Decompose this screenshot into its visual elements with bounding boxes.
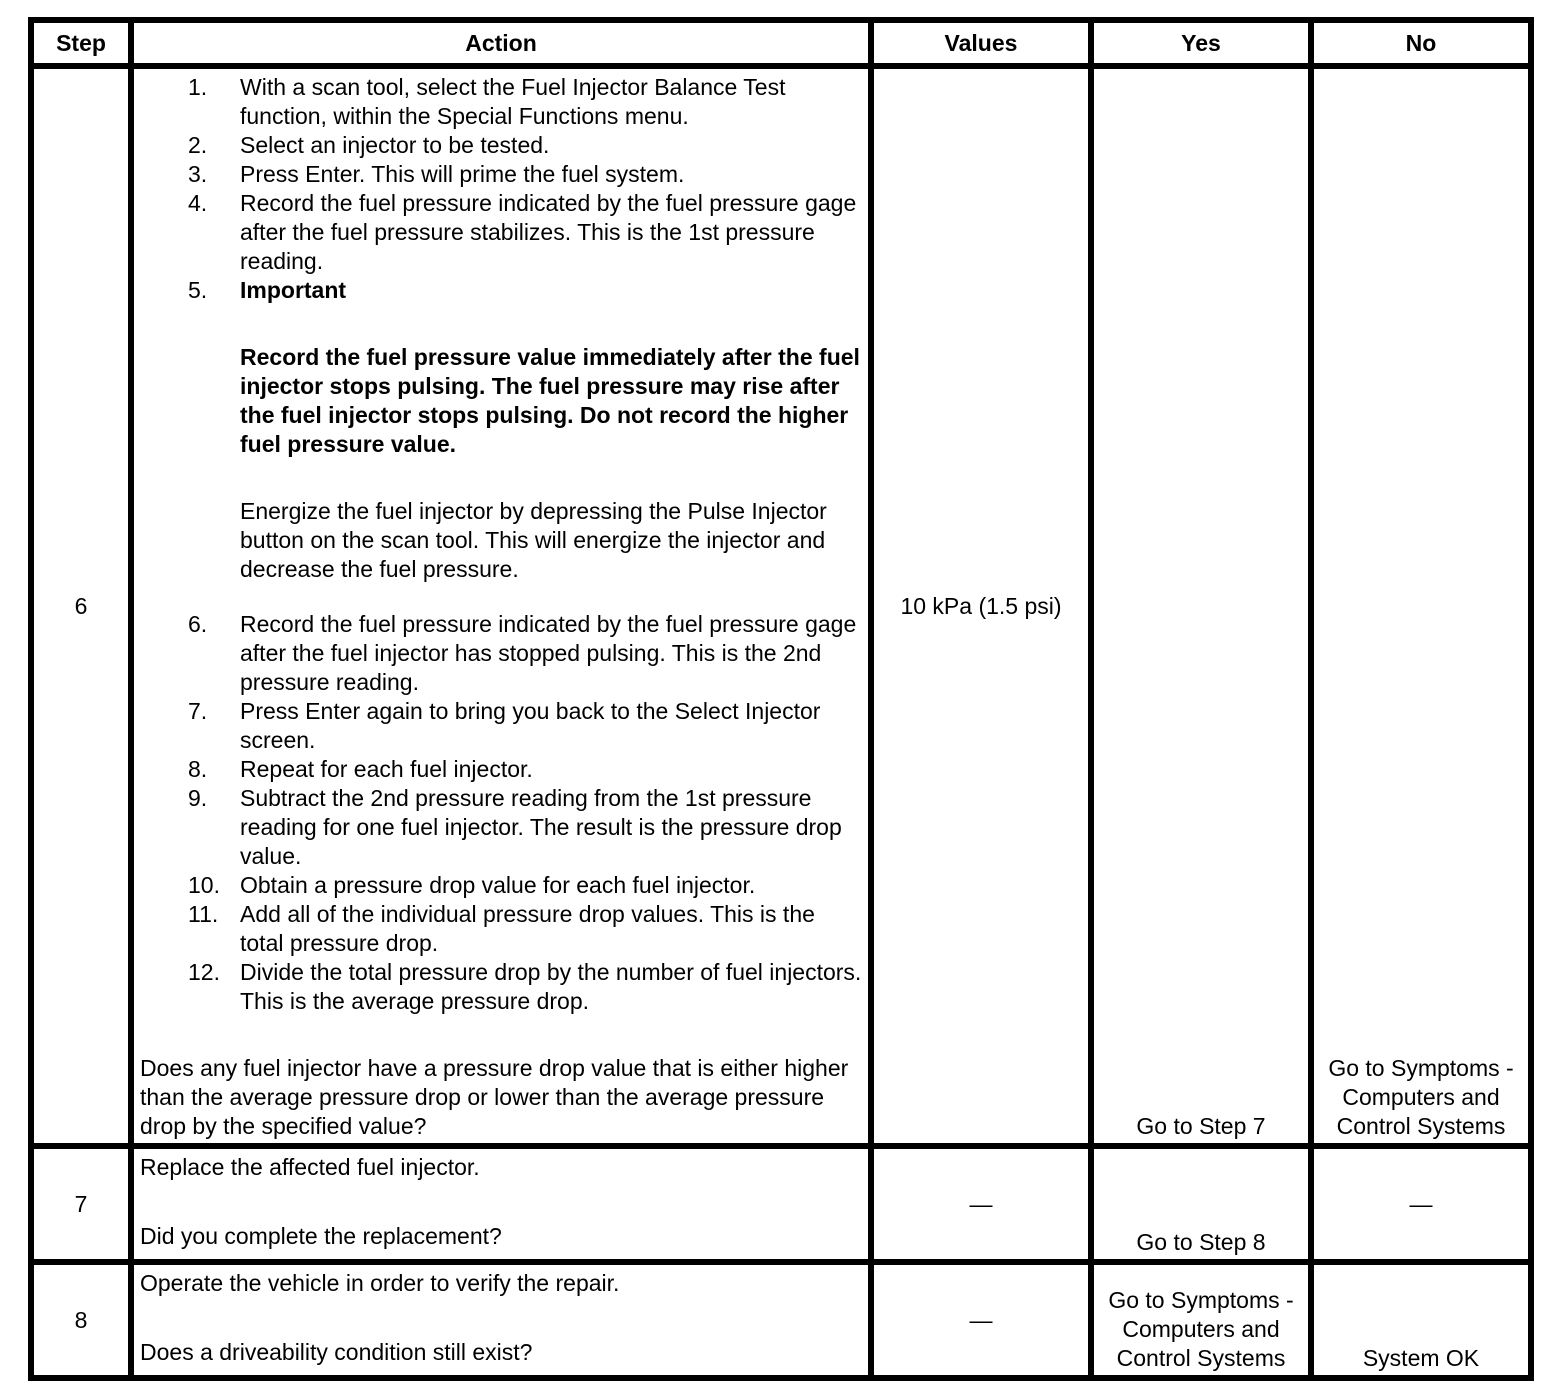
action-cell bbox=[131, 1146, 871, 1262]
diagnostic-procedure-table bbox=[28, 17, 1534, 1381]
values-cell: — bbox=[871, 1262, 1091, 1378]
table-row-step-8 bbox=[31, 1262, 1531, 1378]
step-number: 6 bbox=[31, 66, 131, 1146]
header-no: No bbox=[1311, 20, 1531, 66]
yes-cell: Go to Symptoms - Computers and Control Systems bbox=[1091, 1262, 1311, 1378]
list-item-text: Add all of the individual pressure drop values. This is the total pressure drop. bbox=[240, 901, 815, 956]
action-steps-list bbox=[140, 73, 864, 1016]
action-cell bbox=[131, 66, 871, 1146]
action-text: Replace the affected fuel injector. bbox=[140, 1154, 480, 1180]
values-cell: — bbox=[871, 1146, 1091, 1262]
action-text: Operate the vehicle in order to verify the repair. bbox=[140, 1270, 620, 1296]
list-item bbox=[140, 73, 864, 131]
list-item-text: Energize the fuel injector by depressing the Pulse Injector button on the scan tool. This will energize the injector and decrease the fuel pressure. bbox=[240, 498, 827, 582]
list-item-number: 10. bbox=[188, 872, 220, 898]
list-item-number: 11. bbox=[188, 901, 219, 927]
list-item-text: Obtain a pressure drop value for each fuel injector. bbox=[240, 872, 756, 898]
yes-cell: Go to Step 7 bbox=[1091, 66, 1311, 1146]
list-item-number: 9. bbox=[188, 785, 208, 811]
list-item bbox=[140, 958, 864, 1016]
list-item-number: 2. bbox=[188, 132, 208, 158]
table-row-step-7 bbox=[31, 1146, 1531, 1262]
list-item bbox=[140, 160, 864, 189]
no-cell: Go to Symptoms - Computers and Control Systems bbox=[1311, 66, 1531, 1146]
no-cell: — bbox=[1311, 1146, 1531, 1262]
list-item bbox=[140, 755, 864, 784]
list-item bbox=[140, 610, 864, 697]
header-row bbox=[31, 20, 1531, 66]
list-item-number: 1. bbox=[188, 74, 208, 100]
step-question: Did you complete the replacement? bbox=[140, 1223, 502, 1249]
step-number: 8 bbox=[31, 1262, 131, 1378]
step-question: Does any fuel injector have a pressure drop value that is either higher than the average pressure drop or lower than the average pressure drop by the specified value? bbox=[140, 1055, 849, 1139]
list-item-text: Record the fuel pressure indicated by the fuel pressure gage after the fuel injector has stopped pulsing. This is the 2nd pressure reading. bbox=[240, 611, 857, 695]
list-item-number: 5. bbox=[188, 277, 208, 303]
list-item-number: 12. bbox=[188, 959, 220, 985]
important-heading: Important bbox=[240, 277, 347, 303]
header-action: Action bbox=[131, 20, 871, 66]
list-item-text: Repeat for each fuel injector. bbox=[240, 756, 533, 782]
list-item-number: 7. bbox=[188, 698, 208, 724]
list-item-text: Subtract the 2nd pressure reading from the 1st pressure reading for one fuel injector. The result is the pressure drop value. bbox=[240, 785, 842, 869]
list-item-number: 3. bbox=[188, 161, 208, 187]
yes-cell: Go to Step 8 bbox=[1091, 1146, 1311, 1262]
list-item-text: Press Enter. This will prime the fuel system. bbox=[240, 161, 685, 187]
list-item bbox=[140, 189, 864, 276]
list-item-text: With a scan tool, select the Fuel Injector Balance Test function, within the Special Functions menu. bbox=[240, 74, 786, 129]
step-question: Does a driveability condition still exist? bbox=[140, 1339, 533, 1365]
list-item-number: 6. bbox=[188, 611, 208, 637]
list-item-text: Record the fuel pressure indicated by the fuel pressure gage after the fuel pressure stabilizes. This is the 1st pressure reading. bbox=[240, 190, 857, 274]
table-row-step-6 bbox=[31, 66, 1531, 1146]
list-item bbox=[140, 697, 864, 755]
no-cell: System OK bbox=[1311, 1262, 1531, 1378]
list-item bbox=[140, 131, 864, 160]
list-item bbox=[140, 784, 864, 871]
step-number: 7 bbox=[31, 1146, 131, 1262]
action-cell bbox=[131, 1262, 871, 1378]
list-item-number: 4. bbox=[188, 190, 208, 216]
header-yes: Yes bbox=[1091, 20, 1311, 66]
list-item bbox=[140, 871, 864, 900]
list-item bbox=[140, 900, 864, 958]
list-item-text: Press Enter again to bring you back to the Select Injector screen. bbox=[240, 698, 821, 753]
list-item-text: Select an injector to be tested. bbox=[240, 132, 550, 158]
list-item-important bbox=[140, 276, 864, 610]
header-step: Step bbox=[31, 20, 131, 66]
list-item-text: Divide the total pressure drop by the number of fuel injectors. This is the average pressure drop. bbox=[240, 959, 862, 1014]
important-note: Record the fuel pressure value immediately after the fuel injector stops pulsing. The fuel pressure may rise after the fuel injector stops pulsing. Do not record the higher fuel pressure value. bbox=[240, 344, 860, 457]
list-item-number: 8. bbox=[188, 756, 208, 782]
values-cell: 10 kPa (1.5 psi) bbox=[871, 66, 1091, 1146]
header-values: Values bbox=[871, 20, 1091, 66]
